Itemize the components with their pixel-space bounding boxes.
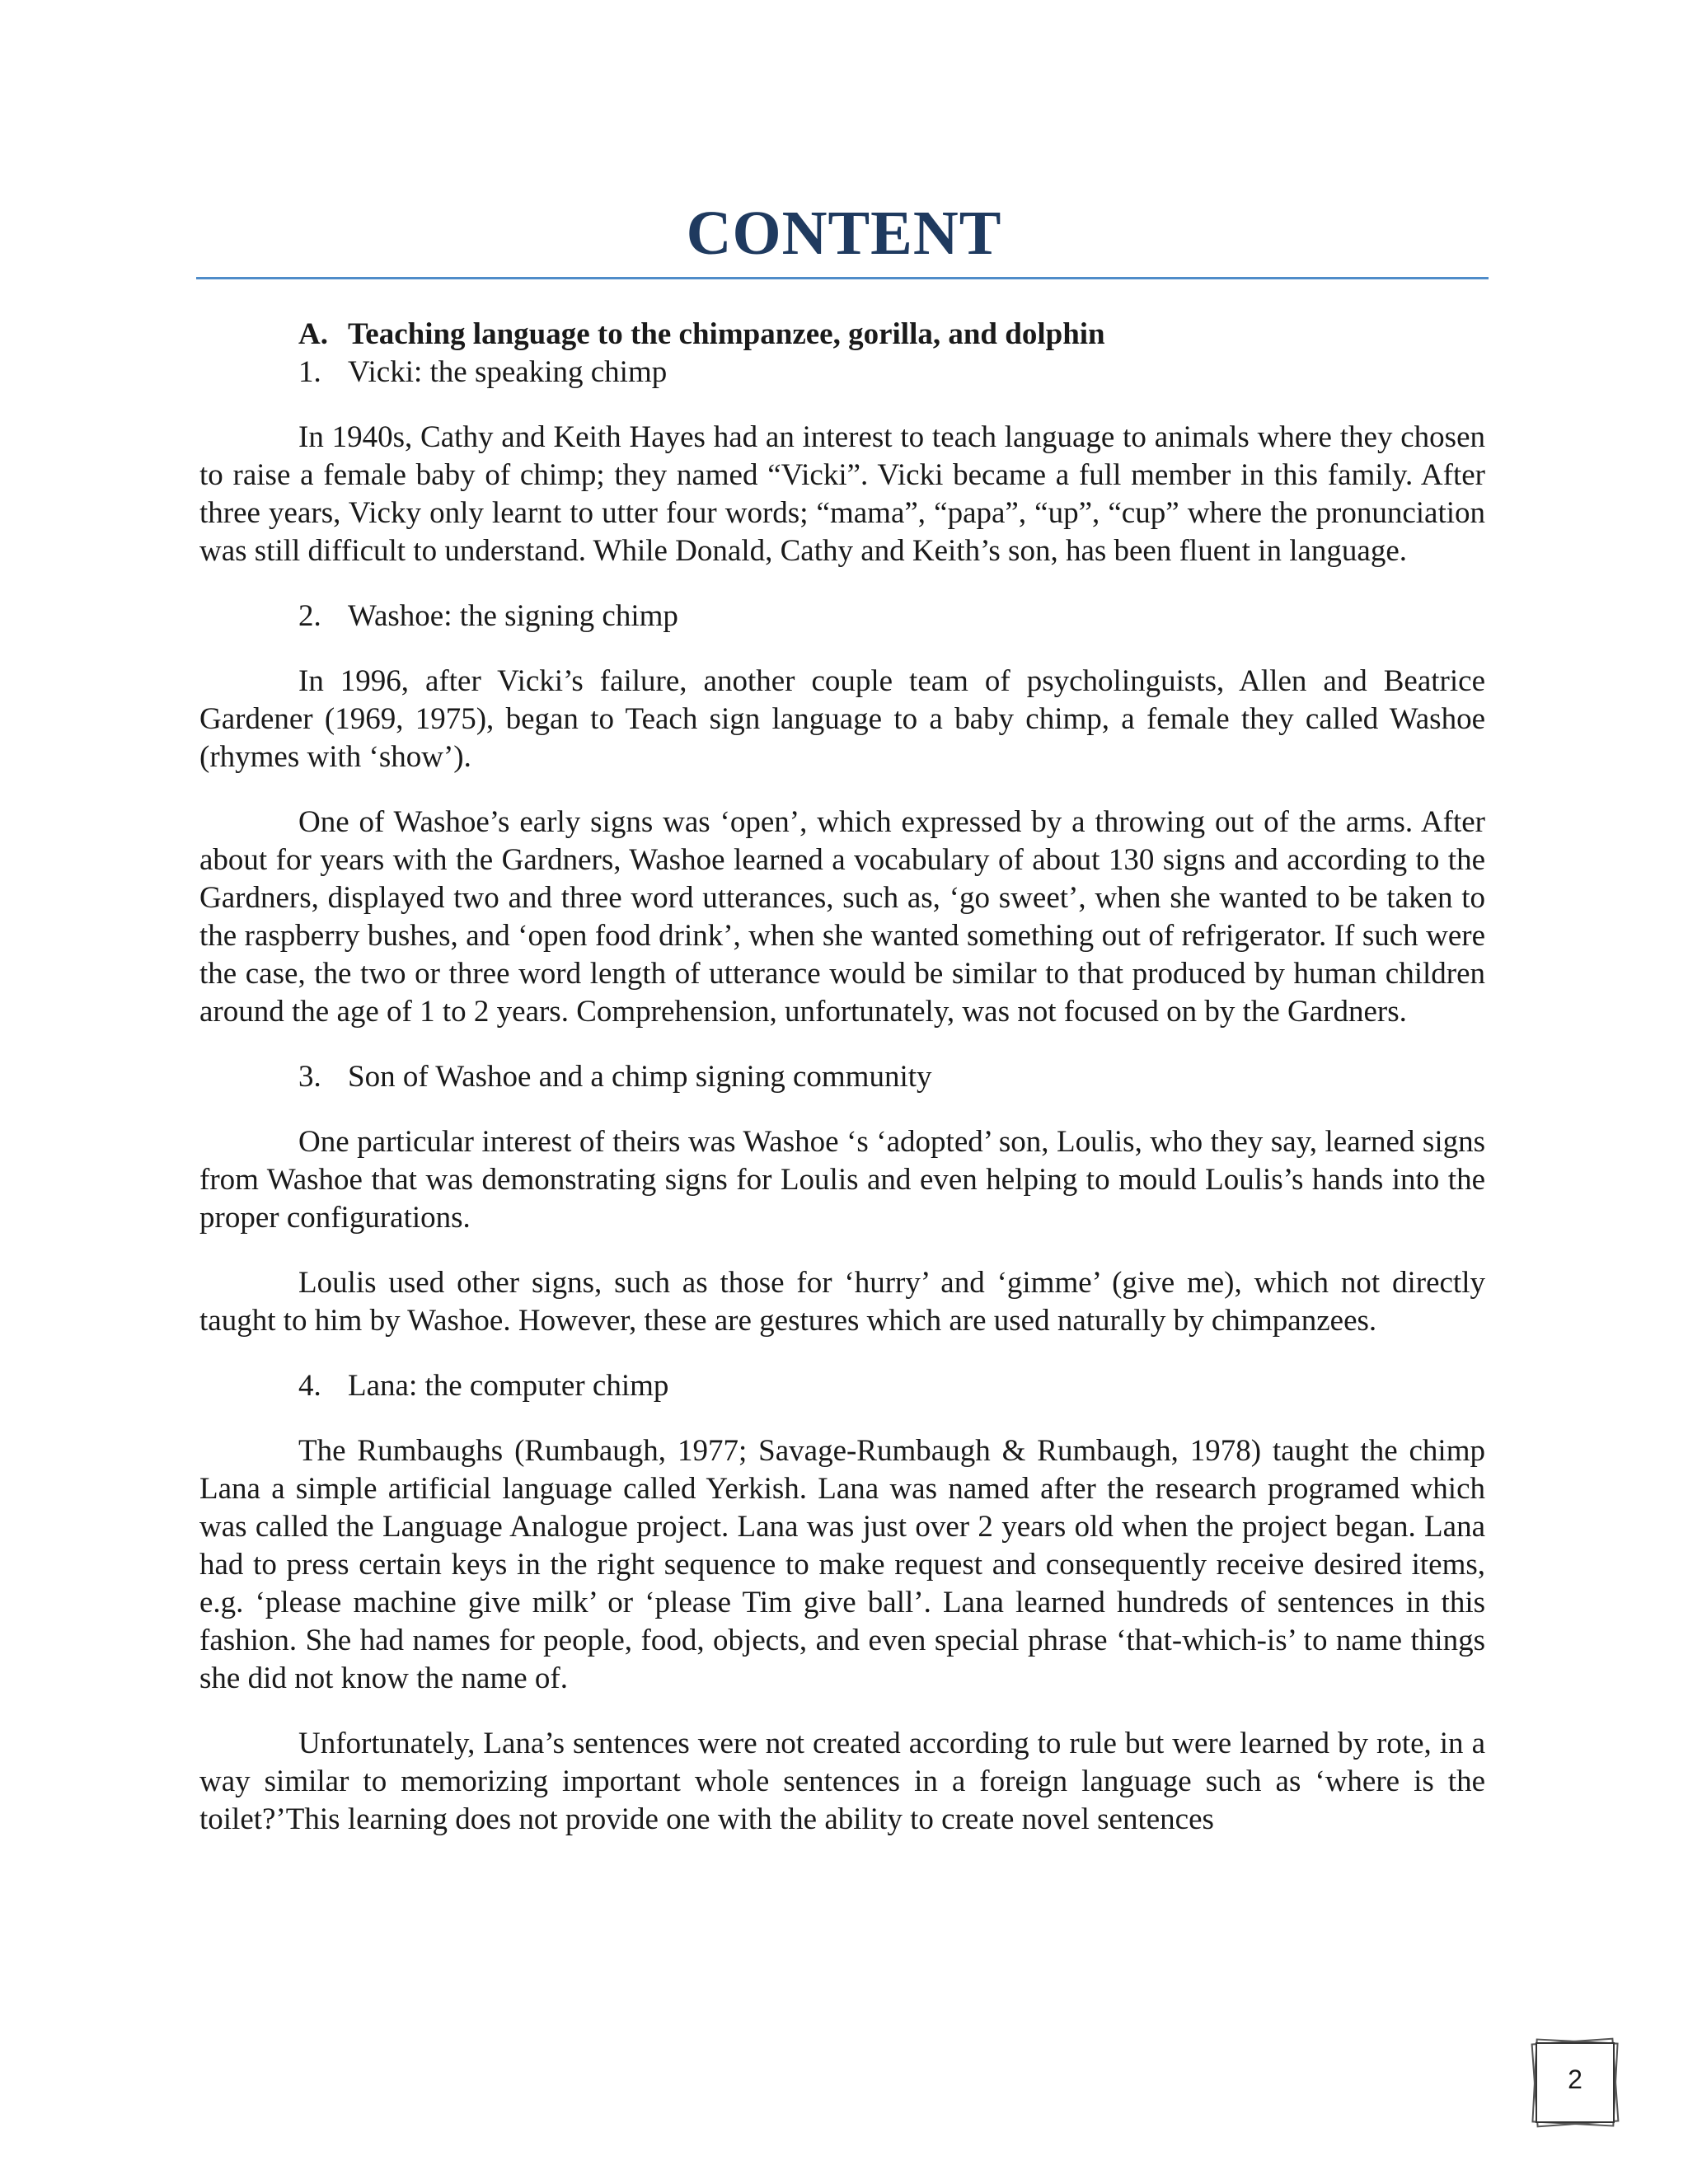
page-number-badge <box>1526 2033 1624 2132</box>
subsection-3-title-text: Son of Washoe and a chimp signing community <box>348 1060 932 1094</box>
paragraph-washoe-intro: In 1996, after Vicki’s failure, another couple team of psycholinguists, Allen and Beatrice Gardener (1969, 1975), began to Teach sign language to a baby chimp, a female they called Washoe (rhymes with ‘show’). <box>199 664 1485 774</box>
paragraph-loulis-adopted: One particular interest of theirs was Washoe ‘s ‘adopted’ son, Loulis, who they say, learned signs from Washoe that was demonstrating signs for Loulis and even helping to mould Loulis’s hands into the proper configurations. <box>199 1125 1485 1235</box>
page-number: 2 <box>1568 2064 1582 2094</box>
subsection-4-marker: 4. <box>298 1369 321 1403</box>
paragraph-lana-rote: Unfortunately, Lana’s sentences were not created according to rule but were learned by rote, in a way similar to memorizing important whole sentences in a foreign language such as ‘where is the toilet?’This learning does not provide one with the ability to create novel sentences <box>199 1727 1485 1836</box>
document-body <box>199 316 1485 1839</box>
paragraph-vicki: In 1940s, Cathy and Keith Hayes had an interest to teach language to animals where they chosen to raise a female baby of chimp; they named “Vicki”. Vicki became a full member in this family. After three years, Vicky only learnt to utter four words; “mama”, “papa”, “up”, “cup” where the pronunciation was still difficult to understand. While Donald, Cathy and Keith’s son, has been fluent in language. <box>199 420 1485 568</box>
subsection-4-title <box>199 1367 1485 1405</box>
subsection-4-title-text: Lana: the computer chimp <box>348 1369 669 1403</box>
subsection-1-marker: 1. <box>298 355 321 389</box>
subsection-2-marker: 2. <box>298 599 321 633</box>
section-a-heading <box>199 316 1485 354</box>
section-a-marker: A. <box>298 317 328 351</box>
title-divider <box>196 277 1489 279</box>
subsection-2-title-text: Washoe: the signing chimp <box>348 599 678 633</box>
subsection-3-marker: 3. <box>298 1060 321 1094</box>
subsection-2-title <box>199 598 1485 635</box>
paragraph-washoe-signs: One of Washoe’s early signs was ‘open’, which expressed by a throwing out of the arms. After about for years with the Gardners, Washoe learned a vocabulary of about 130 signs and according to the Gardners, displayed two and three word utterances, such as, ‘go sweet’, when she wanted to be taken to the raspberry bushes, and ‘open food drink’, when she wanted something out of refrigerator. If such were the case, the two or three word length of utterance would be similar to that produced by human children around the age of 1 to 2 years. Comprehension, unfortunately, was not focused on by the Gardners. <box>199 805 1485 1029</box>
section-a-heading-text: Teaching language to the chimpanzee, gorilla, and dolphin <box>348 317 1105 351</box>
paragraph-loulis-signs: Loulis used other signs, such as those for ‘hurry’ and ‘gimme’ (give me), which not directly taught to him by Washoe. However, these are gestures which are used naturally by chimpanzees. <box>199 1266 1485 1338</box>
subsection-3-title <box>199 1058 1485 1096</box>
paragraph-lana-intro: The Rumbaughs (Rumbaugh, 1977; Savage-Rumbaugh & Rumbaugh, 1978) taught the chimp Lana a simple artificial language called Yerkish. Lana was named after the research programed which was called the Language Analogue project. Lana was just over 2 years old when the project began. Lana had to press certain keys in the right sequence to make request and consequently receive desired items, e.g. ‘please machine give milk’ or ‘please Tim give ball’. Lana learned hundreds of sentences in this fashion. She had names for people, food, objects, and even special phrase ‘that-which-is’ to name things she did not know the name of. <box>199 1434 1485 1695</box>
subsection-1-title <box>199 354 1485 391</box>
page-title: CONTENT <box>686 199 1002 268</box>
subsection-1-title-text: Vicki: the speaking chimp <box>348 355 668 389</box>
